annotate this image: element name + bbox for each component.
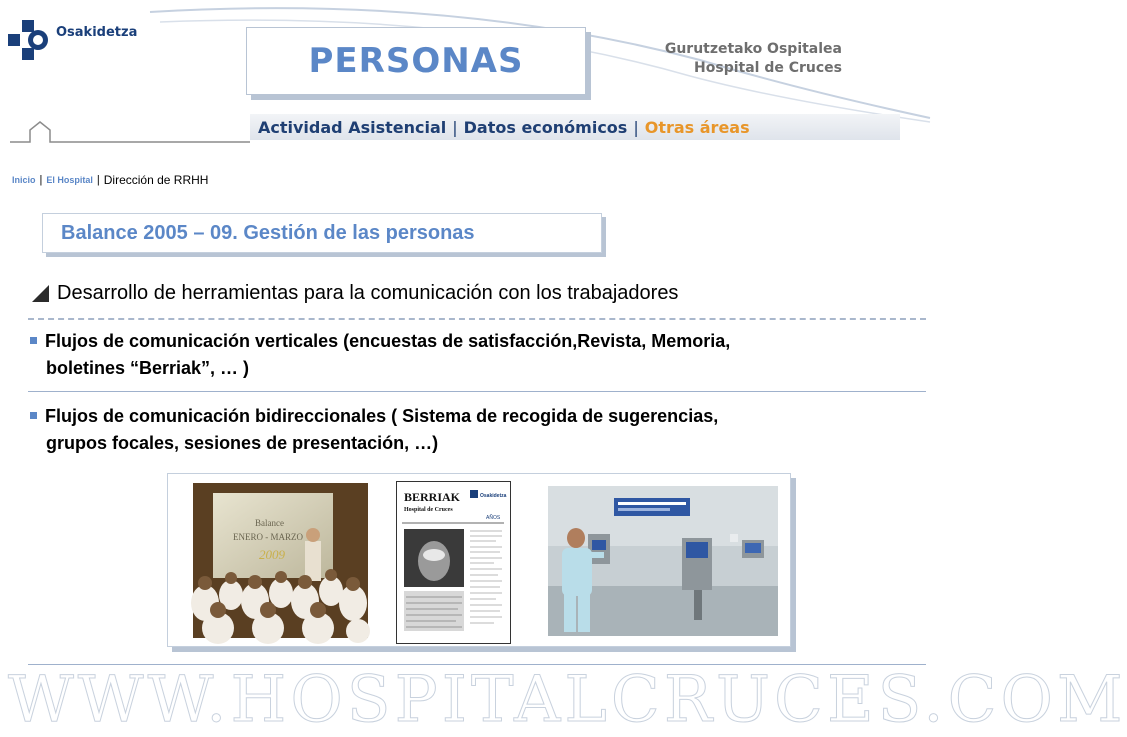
newsletter-logo: Osakidetza: [480, 493, 507, 499]
divider: [28, 391, 926, 392]
berriak-newsletter-photo: [396, 481, 511, 644]
section-title-box: [42, 213, 602, 253]
slide-year: 2009: [259, 547, 285, 562]
slide-title: Balance: [255, 518, 284, 528]
content-heading-text: Desarrollo de herramientas para la comunicación con los trabajadores: [57, 282, 679, 304]
bullet-text: Flujos de comunicación verticales (encuestas de satisfacción,Revista, Memoria,: [45, 331, 731, 351]
nav-item-otras-areas[interactable]: Otras áreas: [644, 117, 750, 137]
hospital-name: [602, 40, 842, 78]
osakidetza-logo-icon: [8, 20, 50, 62]
newsletter-badge: AÑOS: [486, 515, 501, 521]
section-title: Balance 2005 – 09. Gestión de las personas: [61, 221, 475, 244]
hospital-name-spanish: Hospital de Cruces: [694, 60, 842, 76]
nav-item-actividad-asistencial[interactable]: Actividad Asistencial: [258, 117, 447, 137]
triangle-bullet-icon: [32, 285, 49, 302]
breadcrumb-separator: |: [96, 174, 100, 186]
bullet-item-vertical: [30, 328, 930, 382]
bullet-text-continued: grupos focales, sesiones de presentación, …): [46, 433, 439, 453]
nav-separator: |: [633, 117, 639, 137]
dashed-divider: [28, 318, 926, 320]
square-bullet-icon: [30, 337, 37, 344]
osakidetza-logo[interactable]: [8, 20, 137, 62]
photo-gallery: [167, 473, 791, 647]
content-heading: [32, 282, 678, 305]
website-watermark[interactable]: WWW.HOSPITALCRUCES.COM: [8, 663, 1127, 737]
hospital-name-basque: Gurutzetako Ospitalea: [664, 41, 842, 57]
logo-text: Osakidetza: [56, 25, 138, 40]
slide-subtitle: ENERO - MARZO: [233, 532, 303, 542]
newsletter-title: BERRIAK: [404, 490, 461, 504]
breadcrumb-inicio[interactable]: Inicio: [12, 175, 36, 185]
bullet-item-bidirectional: [30, 403, 930, 457]
breadcrumb: [12, 173, 208, 187]
breadcrumb-el-hospital[interactable]: El Hospital: [46, 175, 93, 185]
breadcrumb-separator: |: [39, 174, 43, 186]
breadcrumb-current: Dirección de RRHH: [103, 173, 209, 187]
newsletter-subtitle: Hospital de Cruces: [404, 507, 453, 513]
presentation-photo: [193, 483, 368, 638]
home-icon[interactable]: [10, 120, 250, 146]
page-title: PERSONAS: [308, 41, 524, 81]
suggestion-kiosk-photo: [548, 486, 778, 636]
page-title-box: [246, 27, 586, 95]
bullet-text: Flujos de comunicación bidireccionales ( Sistema de recogida de sugerencias,: [45, 406, 719, 426]
square-bullet-icon: [30, 412, 37, 419]
nav-item-datos-economicos[interactable]: Datos económicos: [463, 117, 628, 137]
top-nav: [250, 114, 900, 140]
bullet-text-continued: boletines “Berriak”, … ): [46, 358, 250, 378]
nav-separator: |: [452, 117, 458, 137]
